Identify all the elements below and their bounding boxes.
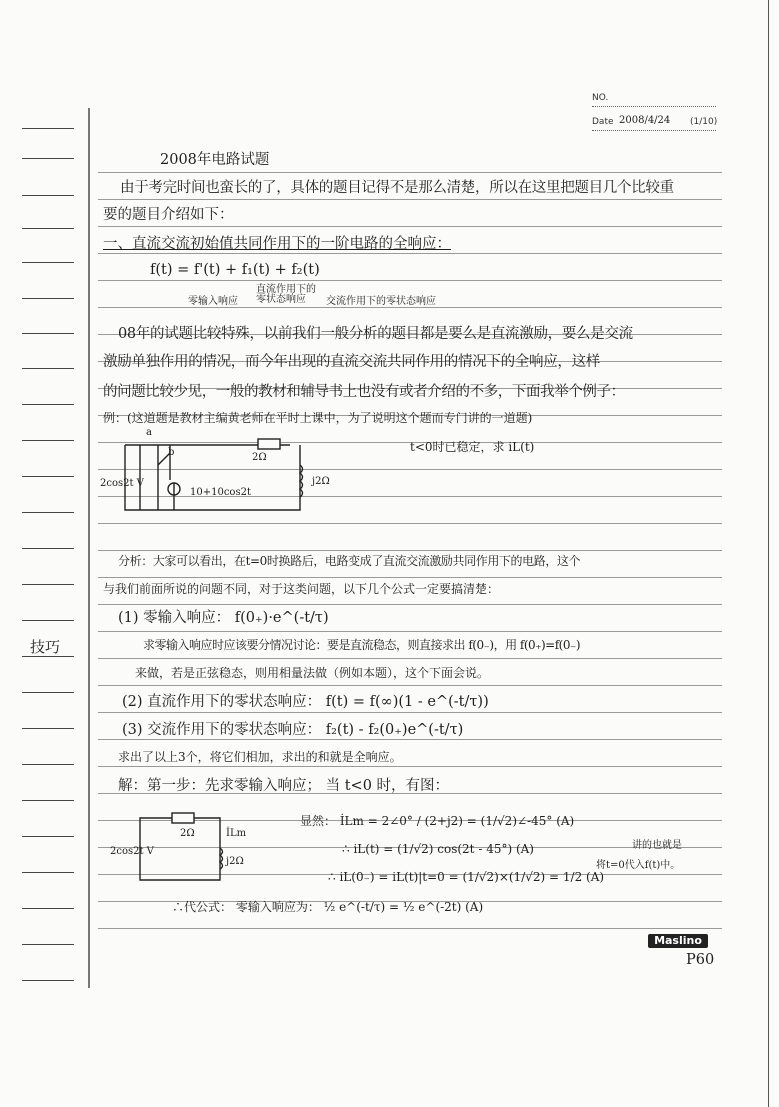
- margin-note: 技巧: [30, 638, 61, 656]
- margin-dash: [22, 128, 74, 129]
- margin-dash: [22, 368, 74, 369]
- rule-line: [98, 928, 722, 929]
- solution-eq-3: ∴ iL(0₋) = iL(t)|t=0 = (1/√2)×(1/√2) = 1/2 (A): [328, 870, 605, 884]
- item-3-ac-zero-state: (3) 交流作用下的零状态响应： f₂(t) - f₂(0₊)e^(-t/τ): [122, 722, 464, 738]
- margin-dash: [22, 440, 74, 441]
- date-value: 2008/4/24: [619, 115, 671, 126]
- rule-line: [98, 550, 722, 551]
- rule-line: [98, 631, 722, 632]
- item-1-note-line-2: 来做，若是正弦稳态，则用相量法做（例如本题），这个下面会说。: [135, 666, 490, 680]
- formula-note-ac: 交流作用下的零状态响应: [326, 296, 436, 307]
- margin-dash: [22, 872, 74, 873]
- item-1-note-line-1: 求零输入响应时应该要分情况讨论：要是直流稳态，则直接求出 f(0₋)，用 f(0₊)=f(0₋): [143, 638, 581, 652]
- brand-logo: Maslino: [648, 934, 708, 948]
- solution-step-1: 解：第一步：先求零输入响应； 当 t<0 时，有图：: [118, 778, 450, 794]
- formula-note-zero-input: 零输入响应: [188, 296, 238, 307]
- section-heading-1: 一、直流交流初始值共同作用下的一阶电路的全响应：: [103, 236, 451, 252]
- circuit1-label-b: b: [168, 447, 175, 458]
- margin-dash: [22, 548, 74, 549]
- rule-line: [98, 739, 722, 740]
- para-1-line-1: 08年的试题比较特殊，以前我们一般分析的题目都是要么是直流激励，要么是交流: [118, 326, 633, 342]
- circuit1-source-label: 2cos2t V: [100, 478, 144, 489]
- analysis-line-1: 分析：大家可以看出，在t=0时换路后，电路变成了直流交流激励共同作用下的电路，这个: [118, 554, 581, 568]
- margin-dash: [22, 333, 74, 334]
- margin-dash: [22, 620, 74, 621]
- example-intro: 例：(这道题是教材主编黄老师在平时上课中，为了说明这个题而专门讲的一道题): [103, 411, 533, 425]
- circuit1-dc-label: 10+10cos2t: [190, 487, 251, 498]
- margin-dash: [22, 908, 74, 909]
- example-condition: t<0时已稳定，求 iL(t): [410, 440, 535, 454]
- para-1-line-2: 激励单独作用的情况，而今年出现的直流交流共同作用的情况下的全响应，这样: [103, 354, 600, 370]
- circuit1-label-a: a: [146, 427, 152, 438]
- intro-line-2: 要的题目介绍如下：: [103, 207, 234, 223]
- no-label: NO.: [592, 93, 609, 103]
- margin-dash: [22, 262, 74, 263]
- summary-line: 求出了以上3个，将它们相加，求出的和就是全响应。: [118, 750, 402, 764]
- margin-dash: [22, 800, 74, 801]
- rule-line: [98, 685, 722, 686]
- solution-eq-2: ∴ iL(t) = (1/√2) cos(2t - 45°) (A): [342, 842, 534, 856]
- margin-dash: [22, 476, 74, 477]
- solution-eq-4: ∴代公式： 零输入响应为： ½ e^(-t/τ) = ½ e^(-2t) (A): [172, 900, 484, 914]
- rule-line: [98, 577, 722, 578]
- margin-dash: [22, 512, 74, 513]
- margin-dash: [22, 584, 74, 585]
- rule-line: [98, 226, 722, 227]
- item-2-dc-zero-state: (2) 直流作用下的零状态响应： f(t) = f(∞)(1 - e^(-t/τ)): [122, 694, 489, 710]
- margin-dash: [22, 980, 74, 981]
- circuit1-inductor-label: j2Ω: [312, 476, 330, 487]
- rule-line: [98, 253, 722, 254]
- margin-dash: [22, 298, 74, 299]
- para-1-line-3: 的问题比较少见，一般的教材和辅导书上也没有或者介绍的不多，下面我举个例子：: [103, 384, 625, 400]
- margin-dash: [22, 764, 74, 765]
- no-dotline: [592, 106, 716, 107]
- margin-dash: [22, 728, 74, 729]
- rule-line: [98, 280, 722, 281]
- margin-dash: [22, 944, 74, 945]
- circuit-diagram-1: [100, 425, 360, 525]
- page-title: 2008年电路试题: [160, 152, 270, 168]
- circuit2-inductor-label: j2Ω: [226, 856, 244, 867]
- margin-dash: [22, 158, 74, 159]
- page-number: P60: [686, 952, 715, 968]
- circuit2-current-label: İLm: [226, 828, 247, 839]
- rule-line: [98, 604, 722, 605]
- rule-line: [98, 658, 722, 659]
- rule-line: [98, 712, 722, 713]
- rule-line: [98, 766, 722, 767]
- solution-side-note-1: 讲的也就是: [632, 840, 682, 851]
- analysis-line-2: 与我们前面所说的问题不同，对于这类问题，以下几个公式一定要搞清楚：: [103, 582, 500, 596]
- date-suffix: (1/10): [690, 117, 718, 127]
- page-edge: [768, 0, 769, 1107]
- circuit1-resistor-label: 2Ω: [252, 452, 267, 463]
- circuit2-resistor-label: 2Ω: [180, 828, 195, 839]
- margin-line: [88, 108, 90, 988]
- formula-note-dc: 直流作用下的零状态响应: [256, 284, 316, 305]
- solution-eq-1: 显然： İLm = 2∠0° / (2+j2) = (1/√2)∠-45° (A): [300, 814, 575, 828]
- item-1-zero-input: (1) 零输入响应： f(0₊)·e^(-t/τ): [118, 610, 329, 626]
- margin-dash: [22, 228, 74, 229]
- solution-side-note-2: 将t=0代入f(t)中。: [596, 860, 681, 871]
- formula-full-response: f(t) = f'(t) + f₁(t) + f₂(t): [150, 262, 320, 278]
- rule-line: [98, 199, 722, 200]
- margin-dash: [22, 195, 74, 196]
- date-dotline: [592, 130, 716, 131]
- rule-line: [98, 307, 722, 308]
- margin-dash: [22, 692, 74, 693]
- rule-line: [98, 172, 722, 173]
- intro-line-1: 由于考完时间也蛮长的了，具体的题目记得不是那么清楚，所以在这里把题目几个比较重: [120, 180, 674, 196]
- margin-dash: [22, 836, 74, 837]
- circuit2-source-label: 2cos2t V: [110, 846, 154, 857]
- date-label: Date: [592, 117, 614, 127]
- margin-dash: [22, 404, 74, 405]
